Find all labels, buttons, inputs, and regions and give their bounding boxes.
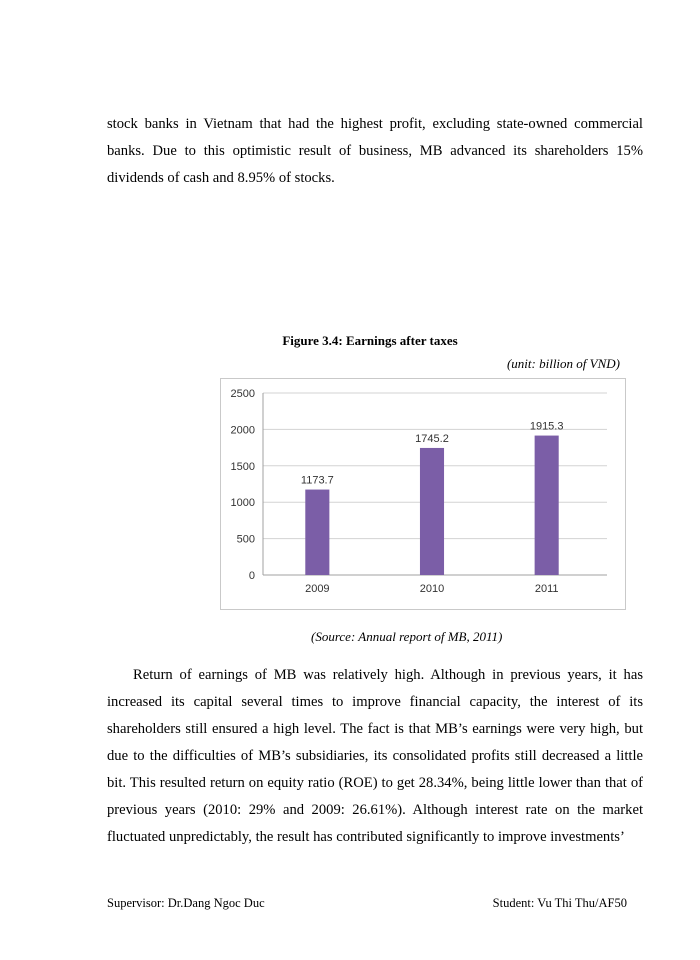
body-paragraph-2-text: Return of earnings of MB was relatively high. Although in previous years, it has increased its capital several times to improve financial capacity, the interest of its shareholders still ensured a high level. The fact is that MB’s earnings were very high, but due to the difficulties of MB’s subsidiaries, its consolidated profits still decreased a little bit. This resulted return on equity ratio (ROE) to get 28.34%, being little lower than that of previous years (2010: 29% and 2009: 26.61%). Although interest rate on the market fluctuated unpredictably, the result has contributed significantly to improve investments’ [107, 667, 643, 845]
bar [420, 448, 444, 575]
bar [535, 436, 559, 575]
figure-title: Figure 3.4: Earnings after taxes [282, 333, 458, 348]
data-label: 1745.2 [415, 432, 449, 445]
data-label: 1915.3 [529, 420, 564, 433]
y-tick-label: 2000 [230, 424, 255, 437]
y-tick-label: 1500 [230, 460, 255, 473]
body-paragraph-1: stock banks in Vietnam that had the highest profit, excluding state-owned commercial banks. Due to this optimistic result of business, MB advanced its shareholders 15% dividends of cash and 8.95% of stocks. [107, 116, 643, 186]
figure-source: (Source: Annual report of MB, 2011) [311, 629, 503, 644]
data-label: 1173.7 [300, 474, 334, 487]
bar-chart-svg [221, 379, 625, 609]
footer-student: Student: Vu Thi Thu/AF50 [492, 896, 627, 910]
y-tick-label: 500 [236, 533, 255, 546]
figure-unit: (unit: billion of VND) [506, 356, 620, 371]
x-tick-label: 2010 [419, 583, 445, 595]
body-paragraph-2 [107, 662, 643, 851]
y-tick-label: 0 [248, 570, 255, 582]
bar [305, 490, 329, 575]
x-tick-label: 2011 [534, 583, 559, 595]
x-tick-label: 2009 [305, 583, 330, 595]
footer-supervisor: Supervisor: Dr.Dang Ngoc Duc [107, 896, 265, 910]
bar-chart [220, 378, 626, 610]
y-tick-label: 2500 [230, 388, 255, 400]
y-tick-label: 1000 [230, 497, 255, 510]
